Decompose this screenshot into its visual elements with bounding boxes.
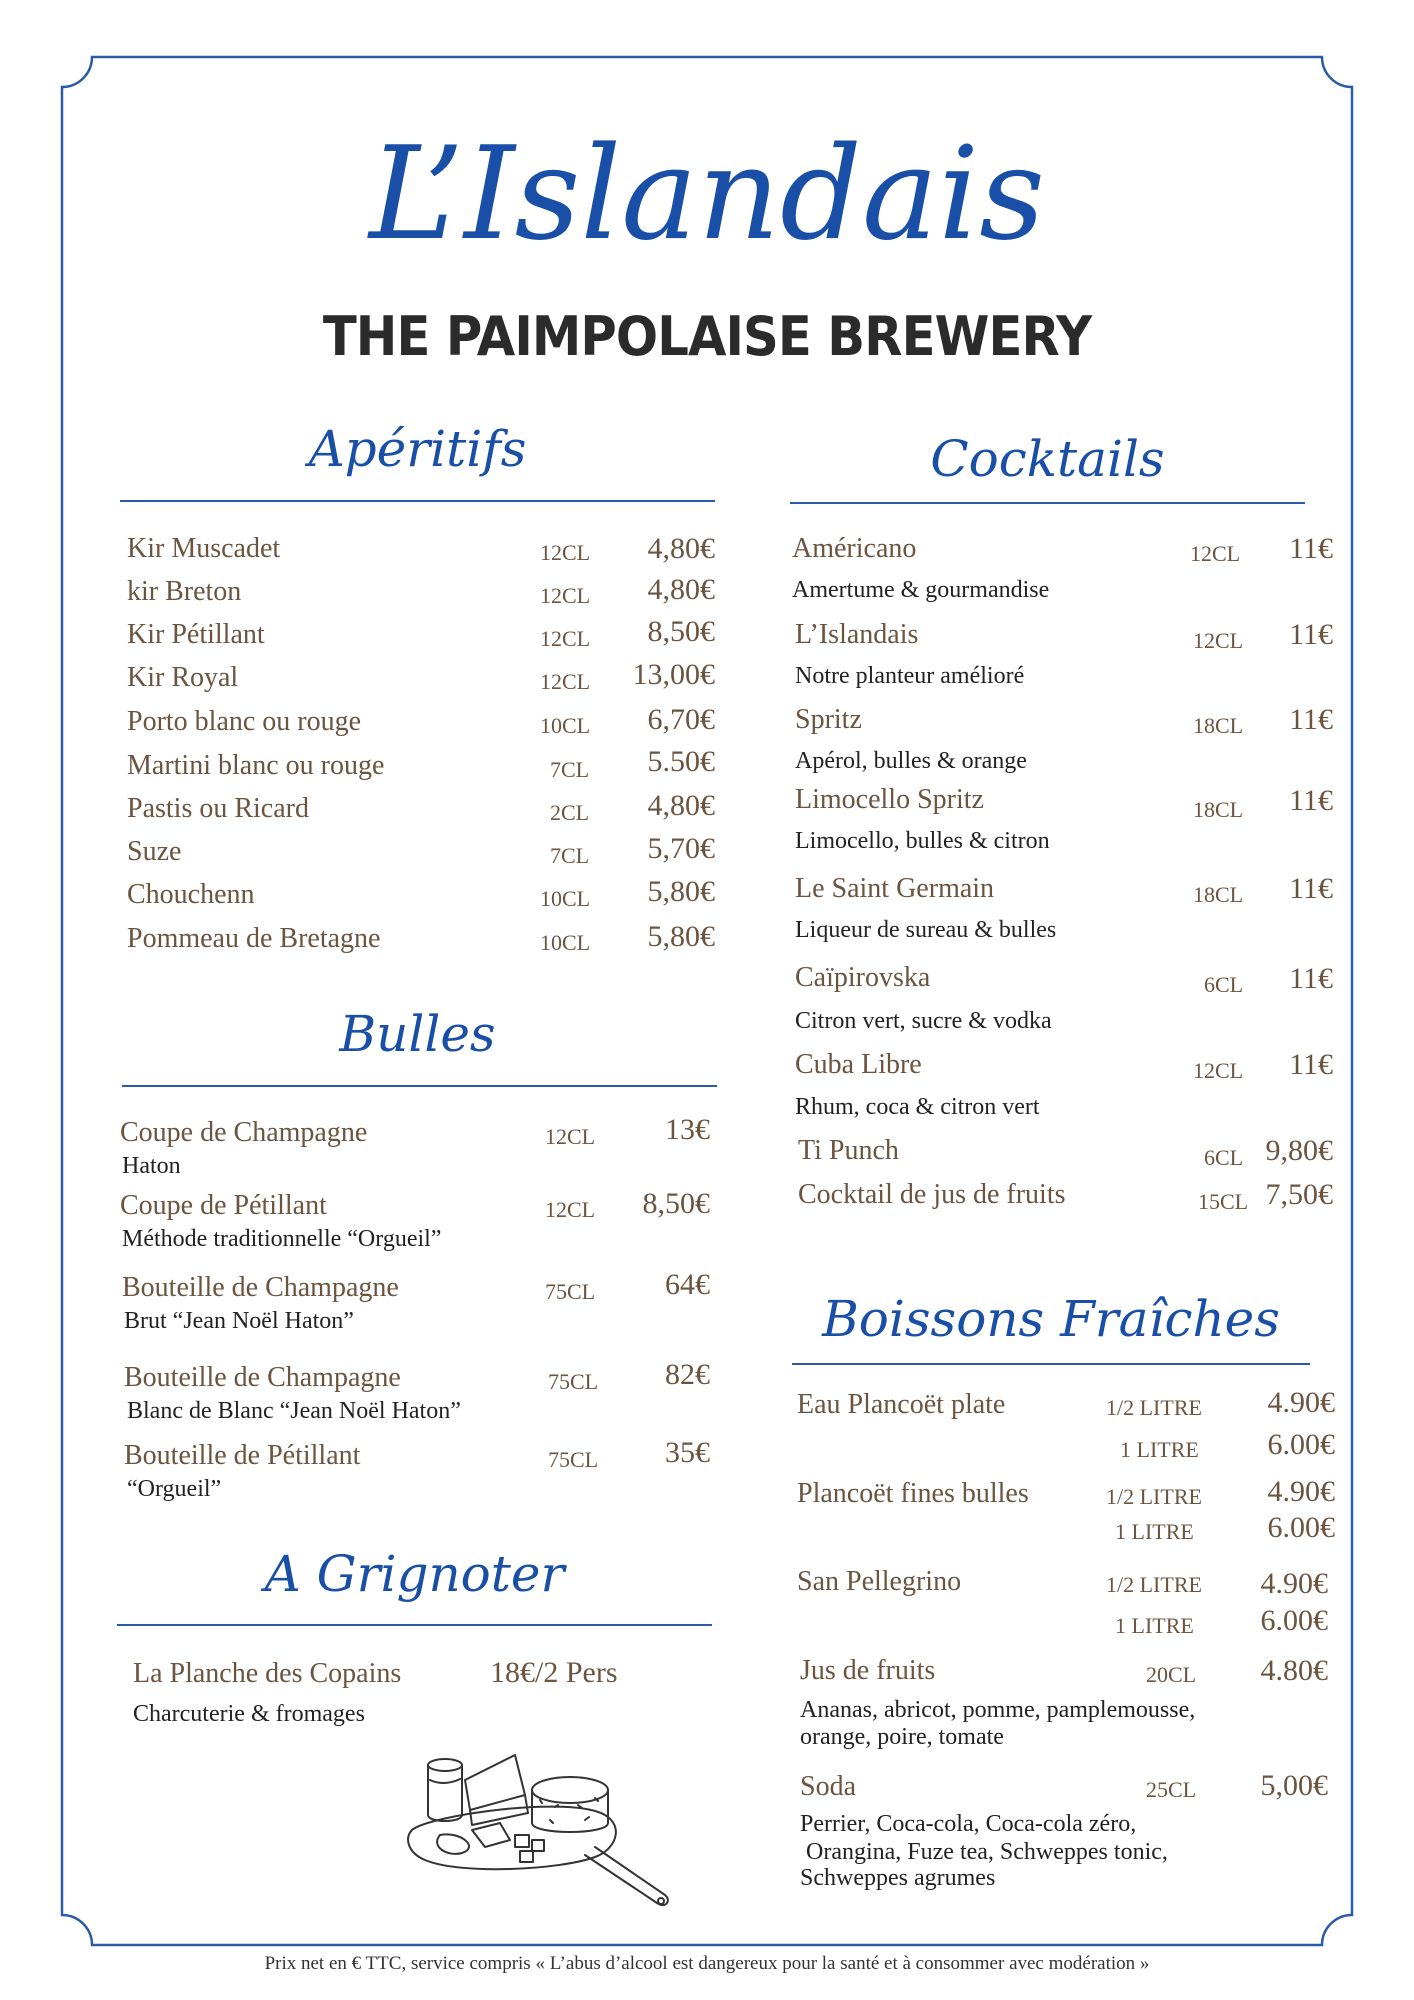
boisson-volume: 1 LITRE (1115, 1613, 1194, 1638)
cocktail-volume: 18CL (1193, 882, 1244, 907)
section-heading-grignoter: A Grignoter (264, 1545, 565, 1603)
section-heading-cocktails: Cocktails (930, 430, 1165, 488)
cocktail-name: Limocello Spritz (795, 784, 984, 815)
cocktail-price: 9,80€ (1265, 1134, 1333, 1167)
cocktail-volume: 6CL (1204, 1145, 1244, 1170)
cocktail-price: 11€ (1289, 872, 1333, 905)
footer-disclaimer: Prix net en € TTC, service compris « L’abus d’alcool est dangereux pour la santé et à consommer avec modération » (264, 1953, 1150, 1974)
aperitif-volume: 12CL (540, 669, 591, 694)
boisson-name: Soda (800, 1771, 856, 1802)
bulles-price: 64€ (665, 1268, 710, 1301)
cocktail-desc: Rhum, coca & citron vert (795, 1094, 1040, 1120)
cocktail-name: Américano (792, 533, 917, 564)
boisson-price: 6.00€ (1260, 1604, 1328, 1637)
boisson-desc: Orangina, Fuze tea, Schweppes tonic, (800, 1839, 1168, 1865)
aperitif-price: 5,70€ (647, 832, 715, 865)
boisson-price: 6.00€ (1267, 1428, 1335, 1461)
aperitif-price: 5,80€ (647, 920, 715, 953)
section-heading-boissons: Boissons Fraîches (822, 1290, 1280, 1348)
bulles-desc: “Orgueil” (127, 1476, 222, 1502)
aperitif-price: 5.50€ (647, 745, 715, 778)
cocktail-desc: Amertume & gourmandise (792, 577, 1050, 603)
aperitif-name: Martini blanc ou rouge (127, 750, 385, 781)
aperitif-volume: 12CL (540, 540, 591, 565)
bulles-name: Coupe de Pétillant (120, 1190, 327, 1221)
boisson-price: 4.90€ (1267, 1386, 1335, 1419)
bulles-name: Bouteille de Champagne (122, 1272, 399, 1303)
bulles-volume: 75CL (548, 1447, 599, 1472)
bulles-price: 13€ (665, 1113, 710, 1146)
boisson-volume: 1/2 LITRE (1106, 1395, 1202, 1420)
boisson-price: 4.90€ (1260, 1567, 1328, 1600)
aperitif-price: 4,80€ (647, 573, 715, 606)
aperitif-price: 4,80€ (647, 789, 715, 822)
cocktail-name: Spritz (795, 704, 862, 735)
aperitif-price: 4,80€ (647, 532, 715, 565)
boisson-price: 6.00€ (1267, 1511, 1335, 1544)
bulles-name: Bouteille de Pétillant (124, 1440, 361, 1471)
menu-subtitle: THE PAIMPOLAISE BREWERY (322, 305, 1092, 368)
cocktail-desc: Liqueur de sureau & bulles (795, 917, 1057, 943)
boisson-price: 4.80€ (1260, 1654, 1328, 1687)
cocktail-name: Le Saint Germain (795, 873, 995, 904)
aperitif-volume: 7CL (550, 757, 590, 782)
grignoter-price: 18€/2 Pers (490, 1656, 618, 1689)
cocktail-volume: 18CL (1193, 713, 1244, 738)
boisson-volume: 1 LITRE (1120, 1437, 1199, 1462)
bulles-desc: Haton (122, 1153, 181, 1179)
bulles-desc: Méthode traditionnelle “Orgueil” (122, 1226, 442, 1252)
boisson-desc: Schweppes agrumes (800, 1865, 996, 1891)
aperitif-name: Kir Muscadet (127, 533, 281, 564)
cocktail-price: 11€ (1289, 532, 1333, 565)
boisson-volume: 1/2 LITRE (1106, 1572, 1202, 1597)
aperitif-volume: 7CL (550, 843, 590, 868)
aperitif-name: kir Breton (127, 576, 242, 607)
cocktail-price: 7,50€ (1265, 1178, 1333, 1211)
aperitif-volume: 2CL (550, 800, 590, 825)
aperitif-name: Suze (127, 836, 182, 867)
aperitif-name: Kir Royal (127, 662, 239, 693)
bulles-volume: 12CL (545, 1124, 596, 1149)
cocktail-volume: 12CL (1193, 1058, 1244, 1083)
cocktail-volume: 12CL (1190, 541, 1241, 566)
bulles-volume: 75CL (545, 1279, 596, 1304)
boisson-volume: 25CL (1146, 1777, 1197, 1802)
bulles-name: Bouteille de Champagne (124, 1362, 401, 1393)
aperitif-volume: 10CL (540, 930, 591, 955)
charcuterie-board-illustration (400, 1735, 680, 1910)
boisson-desc: Perrier, Coca-cola, Coca-cola zéro, (800, 1811, 1137, 1837)
boisson-desc: Ananas, abricot, pomme, pamplemousse, (800, 1697, 1196, 1723)
bulles-volume: 75CL (548, 1369, 599, 1394)
cocktail-volume: 15CL (1198, 1189, 1249, 1214)
grignoter-name: La Planche des Copains (133, 1658, 402, 1689)
cocktail-price: 11€ (1289, 618, 1333, 651)
cocktail-volume: 6CL (1204, 972, 1244, 997)
bulles-price: 35€ (665, 1436, 710, 1469)
cocktail-name: L’Islandais (795, 619, 919, 650)
boisson-name: Eau Plancoët plate (797, 1389, 1006, 1420)
cocktail-price: 11€ (1289, 1048, 1333, 1081)
cocktail-price: 11€ (1289, 784, 1333, 817)
cocktail-volume: 12CL (1193, 628, 1244, 653)
bulles-desc: Brut “Jean Noël Haton” (124, 1308, 354, 1334)
bulles-price: 8,50€ (642, 1187, 710, 1220)
bulles-desc: Blanc de Blanc “Jean Noël Haton” (127, 1398, 461, 1424)
boisson-volume: 1 LITRE (1115, 1519, 1194, 1544)
aperitif-volume: 10CL (540, 713, 591, 738)
boisson-volume: 20CL (1146, 1662, 1197, 1687)
boisson-desc: orange, poire, tomate (800, 1724, 1004, 1750)
cocktail-name: Caïpirovska (795, 962, 931, 993)
boisson-volume: 1/2 LITRE (1106, 1484, 1202, 1509)
aperitif-volume: 10CL (540, 886, 591, 911)
bulles-name: Coupe de Champagne (120, 1117, 368, 1148)
aperitif-volume: 12CL (540, 626, 591, 651)
boisson-price: 5,00€ (1260, 1769, 1328, 1802)
boisson-name: Plancoët fines bulles (797, 1478, 1029, 1509)
section-divider (792, 1363, 1310, 1365)
cocktail-price: 11€ (1289, 962, 1333, 995)
section-divider (120, 500, 715, 502)
aperitif-price: 5,80€ (647, 875, 715, 908)
aperitif-name: Pastis ou Ricard (127, 793, 309, 824)
aperitif-price: 6,70€ (647, 703, 715, 736)
boisson-name: Jus de fruits (800, 1655, 936, 1686)
cocktail-volume: 18CL (1193, 797, 1244, 822)
aperitif-name: Porto blanc ou rouge (127, 706, 362, 737)
boisson-name: San Pellegrino (797, 1566, 962, 1597)
cocktail-desc: Citron vert, sucre & vodka (795, 1008, 1052, 1034)
boisson-price: 4.90€ (1267, 1475, 1335, 1508)
section-divider (117, 1624, 712, 1626)
section-heading-bulles: Bulles (339, 1005, 496, 1063)
grignoter-desc: Charcuterie & fromages (133, 1701, 365, 1727)
cocktail-name: Ti Punch (798, 1135, 899, 1166)
aperitif-price: 13,00€ (632, 658, 715, 691)
bulles-price: 82€ (665, 1358, 710, 1391)
aperitif-volume: 12CL (540, 583, 591, 608)
aperitif-name: Pommeau de Bretagne (127, 923, 381, 954)
section-heading-aperitifs: Apéritifs (308, 420, 527, 478)
cocktail-name: Cocktail de jus de fruits (798, 1179, 1066, 1210)
cocktail-name: Cuba Libre (795, 1049, 922, 1080)
aperitif-price: 8,50€ (647, 615, 715, 648)
cocktail-desc: Limocello, bulles & citron (795, 828, 1050, 854)
aperitif-name: Kir Pétillant (127, 619, 265, 650)
cocktail-desc: Apérol, bulles & orange (795, 748, 1027, 774)
aperitif-name: Chouchenn (127, 879, 255, 910)
cocktail-price: 11€ (1289, 703, 1333, 736)
bulles-volume: 12CL (545, 1197, 596, 1222)
section-divider (790, 502, 1305, 504)
menu-title: L’Islandais (369, 120, 1045, 269)
section-divider (122, 1085, 717, 1087)
cocktail-desc: Notre planteur amélioré (795, 663, 1025, 689)
